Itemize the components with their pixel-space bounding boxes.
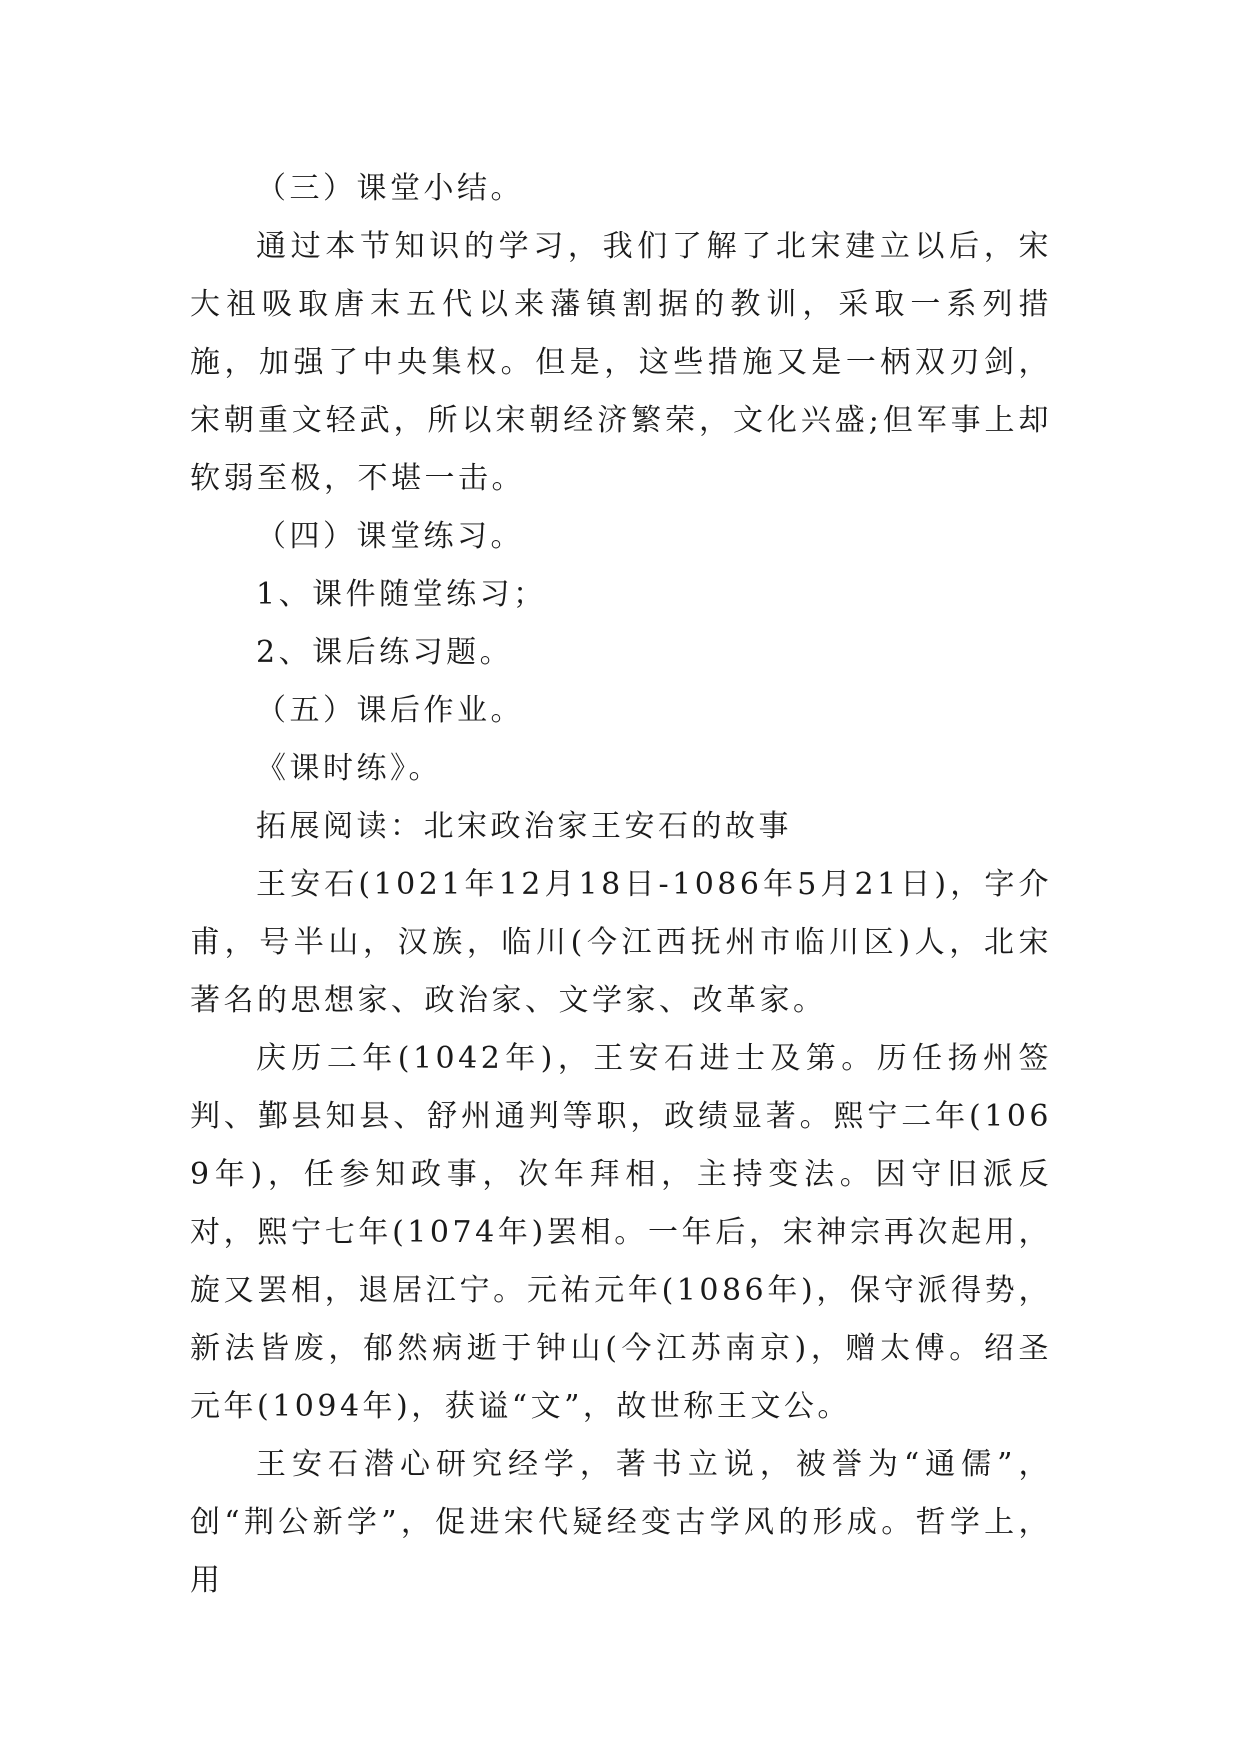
document-body [190,160,1052,1610]
biography-paragraph-1: 王安石(1021年12月18日-1086年5月21日)，字介甫，号半山，汉族，临川(今江西抚州市临川区)人，北宋著名的思想家、政治家、文学家、改革家。 [190,867,1052,1018]
practice-item-2: 2、课后练习题。 [256,635,514,670]
extended-reading-title: 拓展阅读：北宋政治家王安石的故事 [256,809,792,844]
homework-item: 《课时练》。 [256,751,442,786]
summary-paragraph: 通过本节知识的学习，我们了解了北宋建立以后，宋大祖吸取唐末五代以来藩镇割据的教训，采取一系列措施，加强了中央集权。但是，这些措施又是一柄双刃剑，宋朝重文轻武，所以宋朝经济繁荣，文化兴盛;但军事上却软弱至极，不堪一击。 [190,229,1052,496]
section-heading-practice: （四）课堂练习。 [256,519,524,554]
biography-paragraph-3: 王安石潜心研究经学，著书立说，被誉为“通儒”，创“荆公新学”，促进宋代疑经变古学风的形成。哲学上，用 [190,1447,1052,1598]
practice-item-1: 1、课件随堂练习； [256,577,547,612]
biography-paragraph-2: 庆历二年(1042年)，王安石进士及第。历任扬州签判、鄞县知县、舒州通判等职，政绩显著。熙宁二年(1069年)，任参知政事，次年拜相，主持变法。因守旧派反对，熙宁七年(1074年)罢相。一年后，宋神宗再次起用，旋又罢相，退居江宁。元祐元年(1086年)，保守派得势，新法皆废，郁然病逝于钟山(今江苏南京)，赠太傅。绍圣元年(1094年)，获谥“文”，故世称王文公。 [190,1041,1052,1424]
section-heading-summary: （三）课堂小结。 [256,171,524,206]
section-heading-homework: （五）课后作业。 [256,693,524,728]
